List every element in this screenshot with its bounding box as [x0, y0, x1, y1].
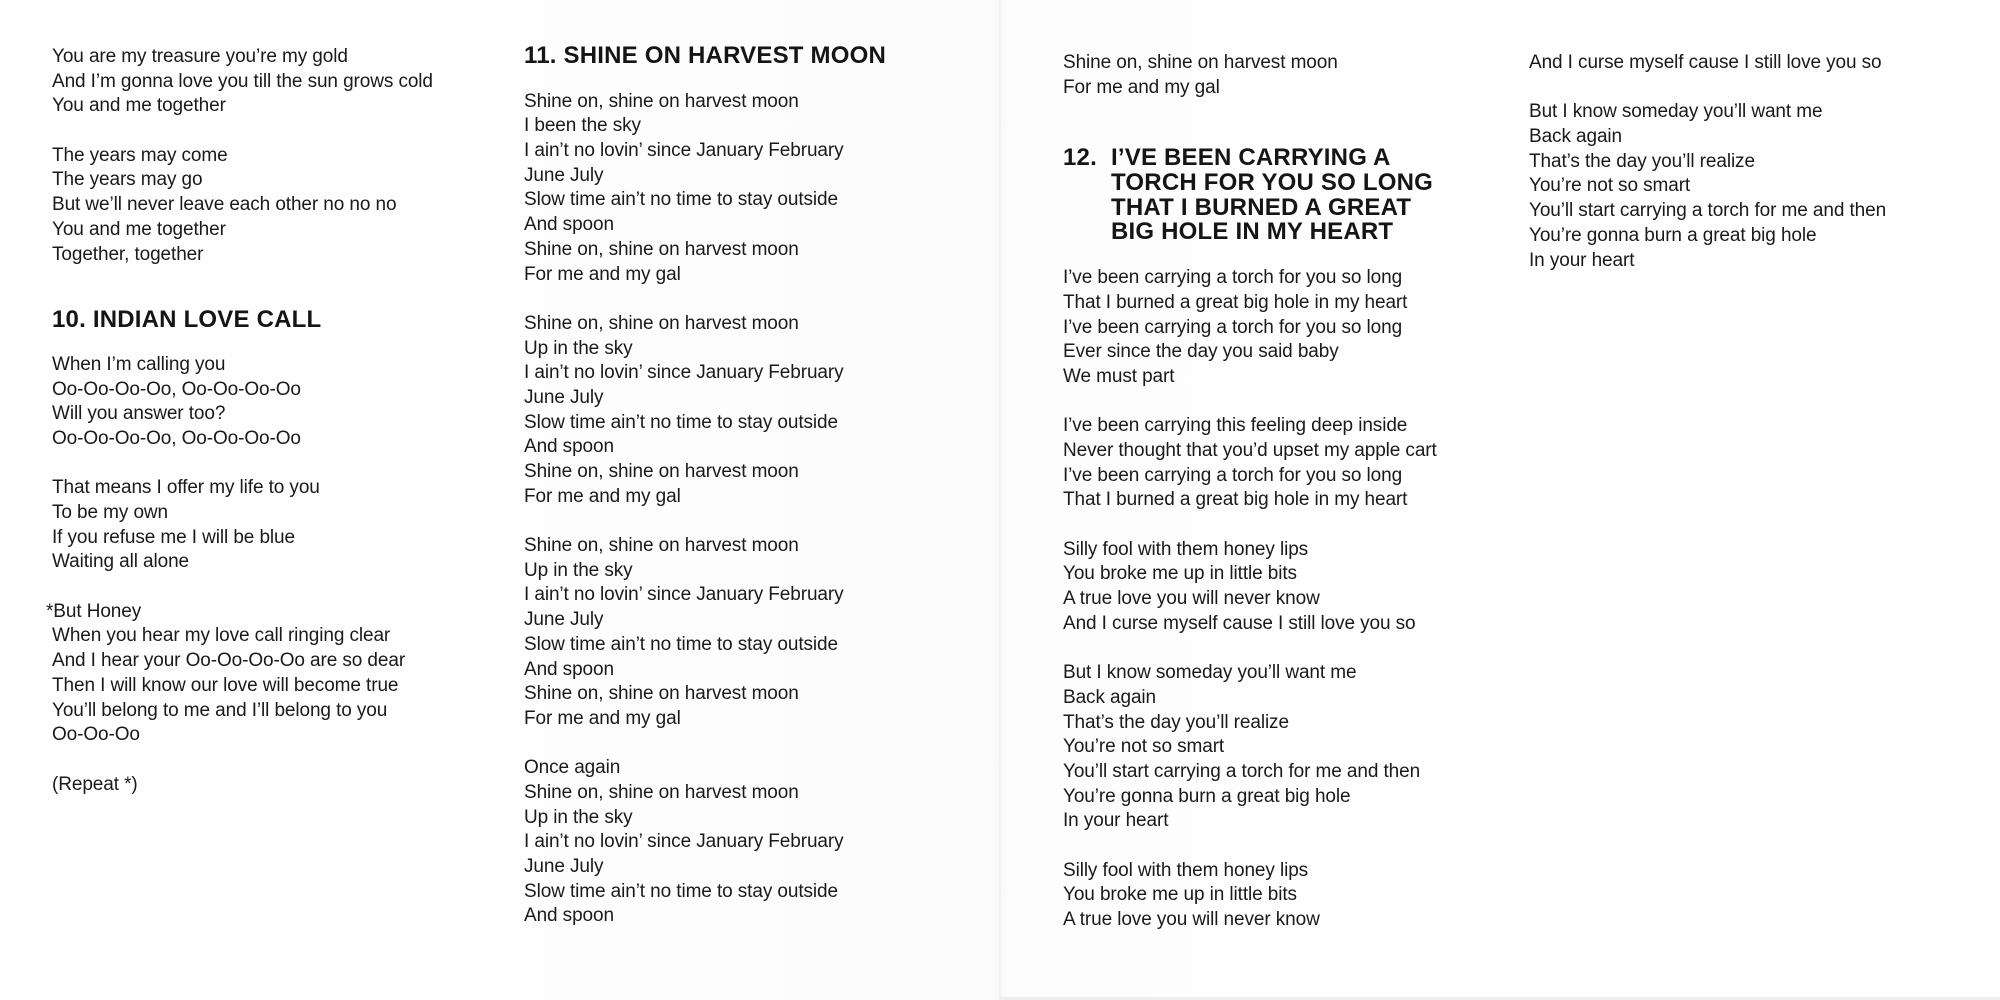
- lyric-line: Shine on, shine on harvest moon: [524, 535, 799, 557]
- song-12-continuation: [1529, 51, 1969, 273]
- stanza: [524, 90, 964, 288]
- lyric-line: You’ll belong to me and I’ll belong to you: [52, 699, 388, 721]
- stanza: [1063, 661, 1503, 834]
- lyric-line: And spoon: [524, 905, 614, 927]
- lyric-line: And spoon: [524, 436, 614, 458]
- lyric-line: To be my own: [52, 502, 169, 524]
- lyrics-column-1: [46, 45, 492, 797]
- lyric-line: You’re not so smart: [1529, 175, 1691, 197]
- lyric-line: I’ve been carrying a torch for you so long: [1063, 464, 1403, 486]
- lyric-line: That I burned a great big hole in my heart: [1063, 489, 1408, 511]
- lyric-line: You are my treasure you’re my gold: [52, 46, 348, 67]
- lyric-line: You’re not so smart: [1063, 736, 1225, 758]
- lyric-line: Silly fool with them honey lips: [1063, 538, 1309, 560]
- lyric-line: I ain’t no lovin’ since January February: [524, 140, 844, 162]
- lyric-line: A true love you will never know: [1063, 588, 1320, 610]
- lyric-line: (Repeat *): [52, 773, 138, 795]
- lyric-line: The years may go: [52, 169, 203, 191]
- lyric-line: You and me together: [52, 95, 226, 117]
- lyric-line: Waiting all alone: [52, 551, 190, 573]
- lyric-line: Slow time ain’t no time to stay outside: [524, 633, 838, 655]
- lyric-line: That means I offer my life to you: [52, 477, 320, 499]
- lyric-line: And I curse myself cause I still love you so: [1063, 612, 1416, 634]
- lyric-line: That’s the day you’ll realize: [1529, 150, 1755, 172]
- song-9-continuation: [52, 45, 492, 267]
- lyric-line: June July: [524, 856, 604, 878]
- lyric-line: The years may come: [52, 144, 228, 166]
- song-number: 10.: [52, 306, 86, 334]
- stanza: [1063, 859, 1503, 933]
- lyric-line: We must part: [1063, 365, 1175, 387]
- lyric-line: Up in the sky: [524, 806, 633, 828]
- lyric-line: But I know someday you’ll want me: [1529, 101, 1823, 123]
- song-title: [52, 308, 492, 333]
- lyric-line: That’s the day you’ll realize: [1063, 711, 1289, 733]
- lyric-line: Shine on, shine on harvest moon: [524, 312, 799, 334]
- lyric-line: Silly fool with them honey lips: [1063, 859, 1309, 881]
- lyric-line: A true love you will never know: [1063, 909, 1320, 930]
- song-title-line: BIG HOLE IN MY HEART: [1111, 218, 1394, 246]
- lyric-line: You and me together: [52, 218, 226, 240]
- lyric-line: Never thought that you’d upset my apple cart: [1063, 439, 1437, 461]
- lyric-line: When I’m calling you: [52, 353, 226, 375]
- lyric-line: You’ll start carrying a torch for me and then: [1063, 760, 1421, 782]
- song-title-text: [1111, 146, 1433, 245]
- stanza: [52, 353, 492, 452]
- lyric-line: And spoon: [524, 658, 614, 680]
- lyric-line: In your heart: [1063, 810, 1169, 832]
- lyric-line: For me and my gal: [1063, 76, 1220, 98]
- lyric-line: *But Honey: [46, 600, 142, 622]
- lyric-line: Shine on, shine on harvest moon: [524, 781, 799, 803]
- lyric-line: I’ve been carrying a torch for you so long: [1063, 267, 1403, 289]
- lyric-line: That I burned a great big hole in my heart: [1063, 291, 1408, 313]
- song-title-line: THAT I BURNED A GREAT: [1111, 193, 1412, 221]
- lyric-line: And spoon: [524, 214, 614, 236]
- lyric-line: Oo-Oo-Oo-Oo, Oo-Oo-Oo-Oo: [52, 378, 301, 400]
- stanza: [1529, 100, 1969, 273]
- song-number: 11.: [524, 42, 557, 69]
- lyric-line: You’re gonna burn a great big hole: [1063, 785, 1351, 807]
- lyric-line: June July: [524, 609, 604, 631]
- lyric-line: But I know someday you’ll want me: [1063, 662, 1357, 684]
- lyric-line: Shine on, shine on harvest moon: [524, 90, 799, 112]
- stanza: [46, 600, 492, 748]
- lyric-line: Up in the sky: [524, 337, 633, 359]
- lyric-line: June July: [524, 386, 604, 408]
- lyric-line: For me and my gal: [524, 485, 681, 507]
- song-title-text: INDIAN LOVE CALL: [92, 306, 322, 334]
- lyric-line: Ever since the day you said baby: [1063, 341, 1339, 363]
- lyric-line: When you hear my love call ringing clear: [52, 625, 391, 647]
- song-11: [524, 44, 964, 929]
- song-12: [1063, 146, 1503, 932]
- stanza: [1063, 538, 1503, 637]
- lyric-line: Up in the sky: [524, 559, 633, 581]
- stanza: [1063, 51, 1503, 100]
- lyric-line: I ain’t no lovin’ since January February: [524, 831, 844, 853]
- lyric-line: You’ll start carrying a torch for me and then: [1529, 200, 1887, 222]
- lyric-line: I ain’t no lovin’ since January February: [524, 584, 844, 606]
- stanza: [1529, 51, 1969, 76]
- lyrics-column-4: [1529, 51, 1969, 273]
- lyric-line: Once again: [524, 757, 621, 779]
- lyric-line: Shine on, shine on harvest moon: [524, 461, 799, 483]
- stanza: [52, 476, 492, 575]
- lyric-line: I’ve been carrying a torch for you so long: [1063, 316, 1403, 338]
- lyric-line: Shine on, shine on harvest moon: [524, 238, 799, 260]
- lyric-line: You broke me up in little bits: [1063, 563, 1297, 585]
- lyric-line: I’ve been carrying this feeling deep inside: [1063, 415, 1408, 437]
- song-10: [46, 306, 492, 797]
- lyric-line: If you refuse me I will be blue: [52, 526, 295, 548]
- lyric-line: Then I will know our love will become true: [52, 674, 399, 696]
- lyric-line: Shine on, shine on harvest moon: [524, 683, 799, 705]
- stanza: [52, 773, 492, 798]
- song-11-continuation: [1063, 51, 1503, 100]
- lyric-line: I been the sky: [524, 115, 641, 137]
- song-title-line: TORCH FOR YOU SO LONG: [1111, 169, 1434, 197]
- song-title: [524, 44, 964, 69]
- lyric-line: Shine on, shine on harvest moon: [1063, 52, 1338, 73]
- stanza: [524, 534, 964, 732]
- lyric-line: But we’ll never leave each other no no no: [52, 194, 397, 216]
- lyric-line: And I’m gonna love you till the sun grows cold: [52, 70, 433, 92]
- lyric-line: And I hear your Oo-Oo-Oo-Oo are so dear: [52, 650, 406, 672]
- lyric-line: You’re gonna burn a great big hole: [1529, 224, 1817, 246]
- lyric-line: You broke me up in little bits: [1063, 884, 1297, 906]
- lyric-line: Will you answer too?: [52, 403, 226, 425]
- lyric-line: Slow time ain’t no time to stay outside: [524, 411, 838, 433]
- lyric-line: Oo-Oo-Oo-Oo, Oo-Oo-Oo-Oo: [52, 427, 301, 449]
- lyrics-column-3: [1063, 51, 1503, 933]
- page-fold: [999, 0, 1001, 1000]
- stanza: [524, 756, 964, 929]
- stanza: [1063, 414, 1503, 513]
- stanza: [52, 45, 492, 119]
- lyric-line: Together, together: [52, 243, 204, 265]
- lyric-line: For me and my gal: [524, 707, 681, 729]
- lyric-line: June July: [524, 164, 604, 186]
- stanza: [1063, 266, 1503, 389]
- stanza: [52, 144, 492, 267]
- lyrics-column-2: [524, 44, 964, 929]
- lyric-line: And I curse myself cause I still love you so: [1529, 52, 1882, 73]
- song-title: [1063, 146, 1503, 245]
- song-number: 12.: [1063, 144, 1097, 172]
- lyric-line: Back again: [1529, 126, 1623, 148]
- lyric-line: For me and my gal: [524, 263, 681, 285]
- stanza: [524, 312, 964, 510]
- lyric-line: Slow time ain’t no time to stay outside: [524, 880, 838, 902]
- lyric-line: Slow time ain’t no time to stay outside: [524, 189, 838, 211]
- lyric-line: In your heart: [1529, 249, 1635, 271]
- lyric-line: I ain’t no lovin’ since January February: [524, 362, 844, 384]
- lyric-line: Back again: [1063, 686, 1157, 708]
- song-title-line: I’VE BEEN CARRYING A: [1111, 144, 1391, 172]
- song-title-text: SHINE ON HARVEST MOON: [563, 42, 886, 69]
- lyric-line: Oo-Oo-Oo: [52, 724, 140, 746]
